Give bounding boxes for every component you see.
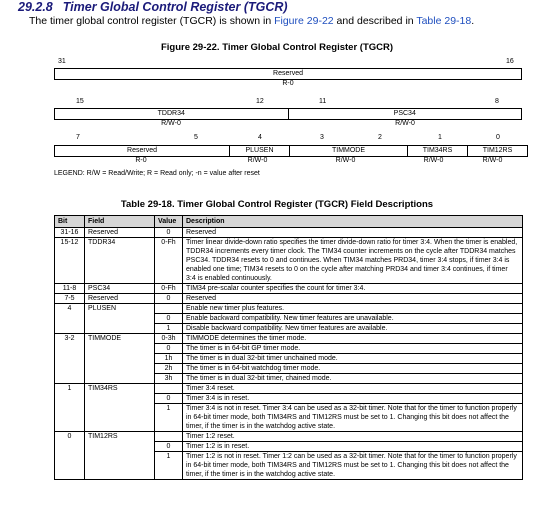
table-row bbox=[55, 294, 523, 304]
cell-bit bbox=[55, 314, 85, 324]
cell-bit bbox=[55, 324, 85, 334]
register-row-31-16 bbox=[54, 68, 522, 80]
cell-description: The timer is in 64-bit watchdog timer mode. bbox=[183, 364, 523, 374]
figure-link[interactable]: Figure 29-22 bbox=[274, 15, 334, 27]
bit-number: 2 bbox=[378, 134, 382, 141]
column-header-bit: Bit bbox=[55, 216, 85, 228]
cell-description: TIM34 pre-scalar counter specifies the count for timer 3:4. bbox=[183, 284, 523, 294]
table-row bbox=[55, 228, 523, 238]
intro-text: The timer global control register (TGCR) is shown in bbox=[29, 15, 275, 27]
cell-value: 3h bbox=[155, 374, 183, 384]
register-field-tim12rs: TIM12RS bbox=[468, 146, 528, 157]
column-header-description: Description bbox=[183, 216, 523, 228]
cell-value bbox=[155, 432, 183, 442]
cell-field bbox=[85, 404, 155, 432]
cell-bit: 7-5 bbox=[55, 294, 85, 304]
table-header-row bbox=[55, 216, 523, 228]
intro-text-end: . bbox=[471, 15, 475, 27]
cell-description: TIMMODE determines the timer mode. bbox=[183, 334, 523, 344]
cell-description: Enable new timer plus features. bbox=[183, 304, 523, 314]
register-field-plusen: PLUSEN bbox=[230, 146, 290, 157]
figure-caption: Figure 29-22. Timer Global Control Register (TGCR) bbox=[160, 42, 394, 53]
cell-value bbox=[155, 384, 183, 394]
table-row bbox=[55, 354, 523, 364]
bit-number: 0 bbox=[496, 134, 500, 141]
intro-text-mid: and described in bbox=[333, 15, 417, 27]
field-descriptions-table bbox=[54, 215, 523, 480]
cell-description: Timer 3:4 is in reset. bbox=[183, 394, 523, 404]
cell-bit bbox=[55, 344, 85, 354]
cell-field bbox=[85, 364, 155, 374]
field-access: R/W-0 bbox=[423, 157, 444, 164]
table-caption: Table 29-18. Timer Global Control Register (TGCR) Field Descriptions bbox=[120, 199, 434, 210]
cell-value: 1h bbox=[155, 354, 183, 364]
bit-number: 16 bbox=[506, 58, 514, 65]
table-row bbox=[55, 324, 523, 334]
table-row bbox=[55, 238, 523, 284]
cell-description: Timer 1:2 reset. bbox=[183, 432, 523, 442]
cell-bit bbox=[55, 374, 85, 384]
cell-bit bbox=[55, 404, 85, 432]
cell-value: 1 bbox=[155, 404, 183, 432]
cell-value: 0 bbox=[155, 294, 183, 304]
section-heading bbox=[18, 0, 288, 14]
cell-value: 0-Fh bbox=[155, 284, 183, 294]
cell-field bbox=[85, 442, 155, 452]
bit-number: 3 bbox=[320, 134, 324, 141]
cell-value: 0 bbox=[155, 314, 183, 324]
table-row bbox=[55, 284, 523, 294]
table-row bbox=[55, 452, 523, 480]
table-link[interactable]: Table 29-18 bbox=[416, 15, 472, 27]
cell-description: Timer 1:2 is not in reset. Timer 1:2 can be used as a 32-bit timer. Note that for the timer to function properly in 64-bit timer mode, both TIM34RS and TIM12RS must be set to 1. Changing this bit does not affect the timer, if the timer is in the watchdog active state. bbox=[183, 452, 523, 480]
bit-number: 8 bbox=[495, 98, 499, 105]
register-field-reserved: Reserved bbox=[55, 146, 230, 157]
cell-description: Disable backward compatibility. New timer features are available. bbox=[183, 324, 523, 334]
table-row bbox=[55, 314, 523, 324]
column-header-field: Field bbox=[85, 216, 155, 228]
cell-field bbox=[85, 324, 155, 334]
table-row bbox=[55, 394, 523, 404]
intro-paragraph bbox=[29, 15, 474, 27]
cell-field bbox=[85, 452, 155, 480]
register-row-15-8 bbox=[54, 108, 522, 120]
cell-value: 2h bbox=[155, 364, 183, 374]
cell-bit: 11-8 bbox=[55, 284, 85, 294]
cell-bit: 3-2 bbox=[55, 334, 85, 344]
cell-field: PSC34 bbox=[85, 284, 155, 294]
section-title: Timer Global Control Register (TGCR) bbox=[62, 0, 288, 14]
cell-description: Enable backward compatibility. New timer features are unavailable. bbox=[183, 314, 523, 324]
register-field-reserved: Reserved bbox=[55, 69, 522, 80]
table-row bbox=[55, 442, 523, 452]
section-number: 29.2.8 bbox=[18, 0, 53, 14]
cell-field bbox=[85, 374, 155, 384]
table-row bbox=[55, 334, 523, 344]
cell-description: Reserved bbox=[183, 228, 523, 238]
cell-description: The timer is in 64-bit GP timer mode. bbox=[183, 344, 523, 354]
cell-value: 0 bbox=[155, 228, 183, 238]
cell-field bbox=[85, 344, 155, 354]
cell-value: 0 bbox=[155, 344, 183, 354]
table-row bbox=[55, 432, 523, 442]
register-field-timmode: TIMMODE bbox=[290, 146, 408, 157]
cell-field: Reserved bbox=[85, 294, 155, 304]
bit-number: 5 bbox=[194, 134, 198, 141]
cell-value: 0-Fh bbox=[155, 238, 183, 284]
cell-value: 0 bbox=[155, 394, 183, 404]
bit-number: 31 bbox=[58, 58, 66, 65]
table-row bbox=[55, 374, 523, 384]
cell-bit bbox=[55, 452, 85, 480]
table-row bbox=[55, 364, 523, 374]
cell-field: Reserved bbox=[85, 228, 155, 238]
bit-number: 15 bbox=[76, 98, 84, 105]
field-access: R/W-0 bbox=[247, 157, 268, 164]
cell-bit: 4 bbox=[55, 304, 85, 314]
cell-field bbox=[85, 354, 155, 364]
field-access: R-0 bbox=[282, 80, 294, 87]
field-access: R/W-0 bbox=[395, 120, 415, 127]
table-row bbox=[55, 344, 523, 354]
cell-field: PLUSEN bbox=[85, 304, 155, 314]
cell-value: 1 bbox=[155, 452, 183, 480]
field-access: R/W-0 bbox=[161, 120, 181, 127]
cell-value bbox=[155, 304, 183, 314]
bit-number: 11 bbox=[319, 98, 327, 105]
cell-value: 0-3h bbox=[155, 334, 183, 344]
bit-number: 7 bbox=[76, 134, 80, 141]
cell-description: The timer is in dual 32-bit timer unchained mode. bbox=[183, 354, 523, 364]
cell-field: TIMMODE bbox=[85, 334, 155, 344]
cell-description: The timer is in dual 32-bit timer, chained mode. bbox=[183, 374, 523, 384]
cell-field: TDDR34 bbox=[85, 238, 155, 284]
cell-bit: 15-12 bbox=[55, 238, 85, 284]
table-row bbox=[55, 404, 523, 432]
cell-description: Timer linear divide-down ratio specifies the timer divide-down ratio for timer 3:4. When the timer is enabled, TDDR34 increments every timer clock. The TIM34 counter increments on the cycle after TDDR34 matches PSC34. TDDR34 resets to 0 and continues. When TIM34 matches PRD34, timer 3:4 stops, if timer 3:4 is enabled one time; TIM34 resets to 0 on the cycle after matching PRD34 and timer 3:4 continues, if timer 3:4 is enabled continuously. bbox=[183, 238, 523, 284]
field-access: R-0 bbox=[135, 157, 147, 164]
cell-bit bbox=[55, 364, 85, 374]
column-header-value: Value bbox=[155, 216, 183, 228]
cell-bit: 1 bbox=[55, 384, 85, 394]
register-legend: LEGEND: R/W = Read/Write; R = Read only; -n = value after reset bbox=[54, 170, 260, 177]
cell-description: Reserved bbox=[183, 294, 523, 304]
register-field-tim34rs: TIM34RS bbox=[408, 146, 468, 157]
register-field-tddr34: TDDR34 bbox=[55, 109, 289, 120]
cell-value: 0 bbox=[155, 442, 183, 452]
cell-bit bbox=[55, 394, 85, 404]
bit-number: 4 bbox=[258, 134, 262, 141]
cell-bit bbox=[55, 442, 85, 452]
cell-description: Timer 3:4 reset. bbox=[183, 384, 523, 394]
cell-value: 1 bbox=[155, 324, 183, 334]
register-row-7-0 bbox=[54, 145, 528, 157]
cell-bit: 31-16 bbox=[55, 228, 85, 238]
bit-number: 1 bbox=[438, 134, 442, 141]
register-field-psc34: PSC34 bbox=[288, 109, 522, 120]
bit-number: 12 bbox=[256, 98, 264, 105]
field-access: R/W-0 bbox=[335, 157, 356, 164]
cell-field bbox=[85, 394, 155, 404]
cell-field bbox=[85, 314, 155, 324]
cell-bit bbox=[55, 354, 85, 364]
cell-description: Timer 3:4 is not in reset. Timer 3:4 can be used as a 32-bit timer. Note that for the timer to function properly in 64-bit timer mode, both TIM34RS and TIM12RS must be set to 1. Changing this bit does not affect the timer, if the timer is in the watchdog active state. bbox=[183, 404, 523, 432]
cell-bit: 0 bbox=[55, 432, 85, 442]
table-row bbox=[55, 304, 523, 314]
cell-field: TIM12RS bbox=[85, 432, 155, 442]
field-access: R/W-0 bbox=[482, 157, 503, 164]
table-row bbox=[55, 384, 523, 394]
cell-field: TIM34RS bbox=[85, 384, 155, 394]
cell-description: Timer 1:2 is in reset. bbox=[183, 442, 523, 452]
